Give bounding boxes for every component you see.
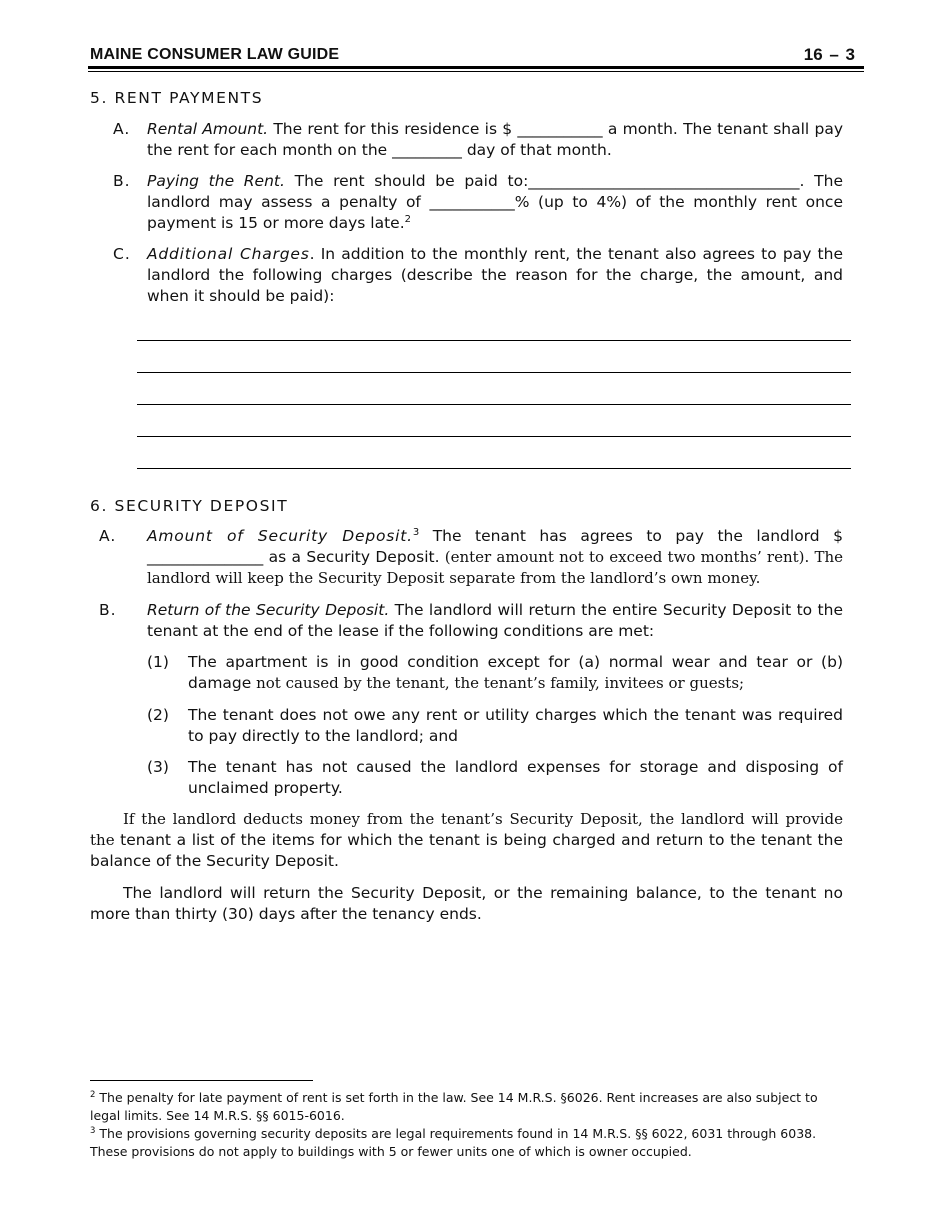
item-title: Additional Charges xyxy=(147,245,310,263)
footnote-ref: 3 xyxy=(412,527,420,538)
condition-number: (1) xyxy=(147,653,169,671)
deposit-item-a xyxy=(90,526,843,589)
blank-fill-line[interactable] xyxy=(137,340,851,341)
rent-item-b xyxy=(90,171,843,234)
item-text: The tenant has agrees to pay the landlord $ _______________ as a Security Deposit. xyxy=(147,527,843,566)
deduction-paragraph xyxy=(90,809,843,872)
item-title: Rental Amount. xyxy=(147,120,269,138)
paragraph-text: tenant a list of the items for which the tenant is being charged and return to the tenant the balance of the Security Deposit. xyxy=(90,831,843,870)
rent-item-a xyxy=(90,119,843,161)
rent-item-c xyxy=(90,244,843,307)
item-text: The rent should be paid to:___________________________________. The landlord may assess a penalty of ___________% (up to 4%) of the monthly rent once payment is 15 or more days late. xyxy=(147,172,843,232)
blank-fill-line[interactable] xyxy=(137,468,851,469)
blank-fill-line[interactable] xyxy=(137,372,851,373)
return-deadline-paragraph: The landlord will return the Security Deposit, or the remaining balance, to the tenant no more than thirty (30) days after the tenancy ends. xyxy=(90,884,843,923)
condition-item xyxy=(147,757,843,799)
footnote-text: The provisions governing security deposits are legal requirements found in 14 M.R.S. §§ 6022, 6031 through 6038. These provisions do not apply to buildings with 5 or fewer units one of which is owner occupied. xyxy=(90,1126,817,1159)
item-text: The landlord will return the entire Security Deposit to the tenant at the end of the lease if the following conditions are met: xyxy=(147,601,843,640)
blank-fill-line[interactable] xyxy=(137,436,851,437)
footnote-ref: 2 xyxy=(404,214,412,225)
item-label: A. xyxy=(113,120,131,138)
footnote xyxy=(90,1089,850,1125)
footnote-text: The penalty for late payment of rent is set forth in the law. See 14 M.R.S. §6026. Rent increases are also subject to legal limits. See 14 M.R.S. §§ 6015-6016. xyxy=(90,1090,818,1123)
header-rule-thick xyxy=(88,66,864,69)
item-text: The rent for this residence is $ ___________ a month. The tenant shall pay the rent for each month on the _________ day of that month. xyxy=(147,120,843,159)
condition-number: (3) xyxy=(147,758,169,776)
item-title: Paying the Rent. xyxy=(147,172,285,190)
page-number: 16 – 3 xyxy=(803,45,855,64)
paragraph-text-serif: If the landlord deducts money from the tenant’s Security Deposit, the landlord will provide the xyxy=(90,810,843,849)
footnote-number: 2 xyxy=(90,1090,96,1100)
condition-item xyxy=(147,652,843,694)
item-label: C. xyxy=(113,245,131,263)
condition-text: The tenant has not caused the landlord expenses for storage and disposing of unclaimed property. xyxy=(188,758,843,797)
condition-item xyxy=(147,705,843,747)
footnote-number: 3 xyxy=(90,1126,96,1136)
item-label: A. xyxy=(99,527,117,545)
section-5-heading: 5. RENT PAYMENTS xyxy=(90,89,264,107)
section-6-heading: 6. SECURITY DEPOSIT xyxy=(90,497,289,515)
item-label: B. xyxy=(99,601,117,619)
deposit-item-b xyxy=(90,600,843,642)
condition-text-serif: not caused by the tenant, the tenant’s family, invitees or guests; xyxy=(251,674,745,692)
condition-text: The apartment is in good condition except for (a) normal wear and tear or (b) damage xyxy=(188,653,843,692)
footnote-separator xyxy=(90,1080,313,1081)
condition-number: (2) xyxy=(147,706,169,724)
header-rule-thin xyxy=(88,71,864,72)
condition-text: The tenant does not owe any rent or utility charges which the tenant was required to pay directly to the landlord; and xyxy=(188,706,843,745)
item-title: Return of the Security Deposit. xyxy=(147,601,390,619)
footnote xyxy=(90,1125,850,1161)
item-label: B. xyxy=(113,172,131,190)
blank-fill-line[interactable] xyxy=(137,404,851,405)
running-header-title: MAINE CONSUMER LAW GUIDE xyxy=(90,46,340,63)
item-text-serif: (enter amount not to exceed two months’ rent). The landlord will keep the Security Deposit separate from the landlord’s own money. xyxy=(147,548,843,587)
item-title: Amount of Security Deposit. xyxy=(147,527,413,545)
item-text: . In addition to the monthly rent, the tenant also agrees to pay the landlord the following charges (describe the reason for the charge, the amount, and when it should be paid): xyxy=(147,245,843,305)
